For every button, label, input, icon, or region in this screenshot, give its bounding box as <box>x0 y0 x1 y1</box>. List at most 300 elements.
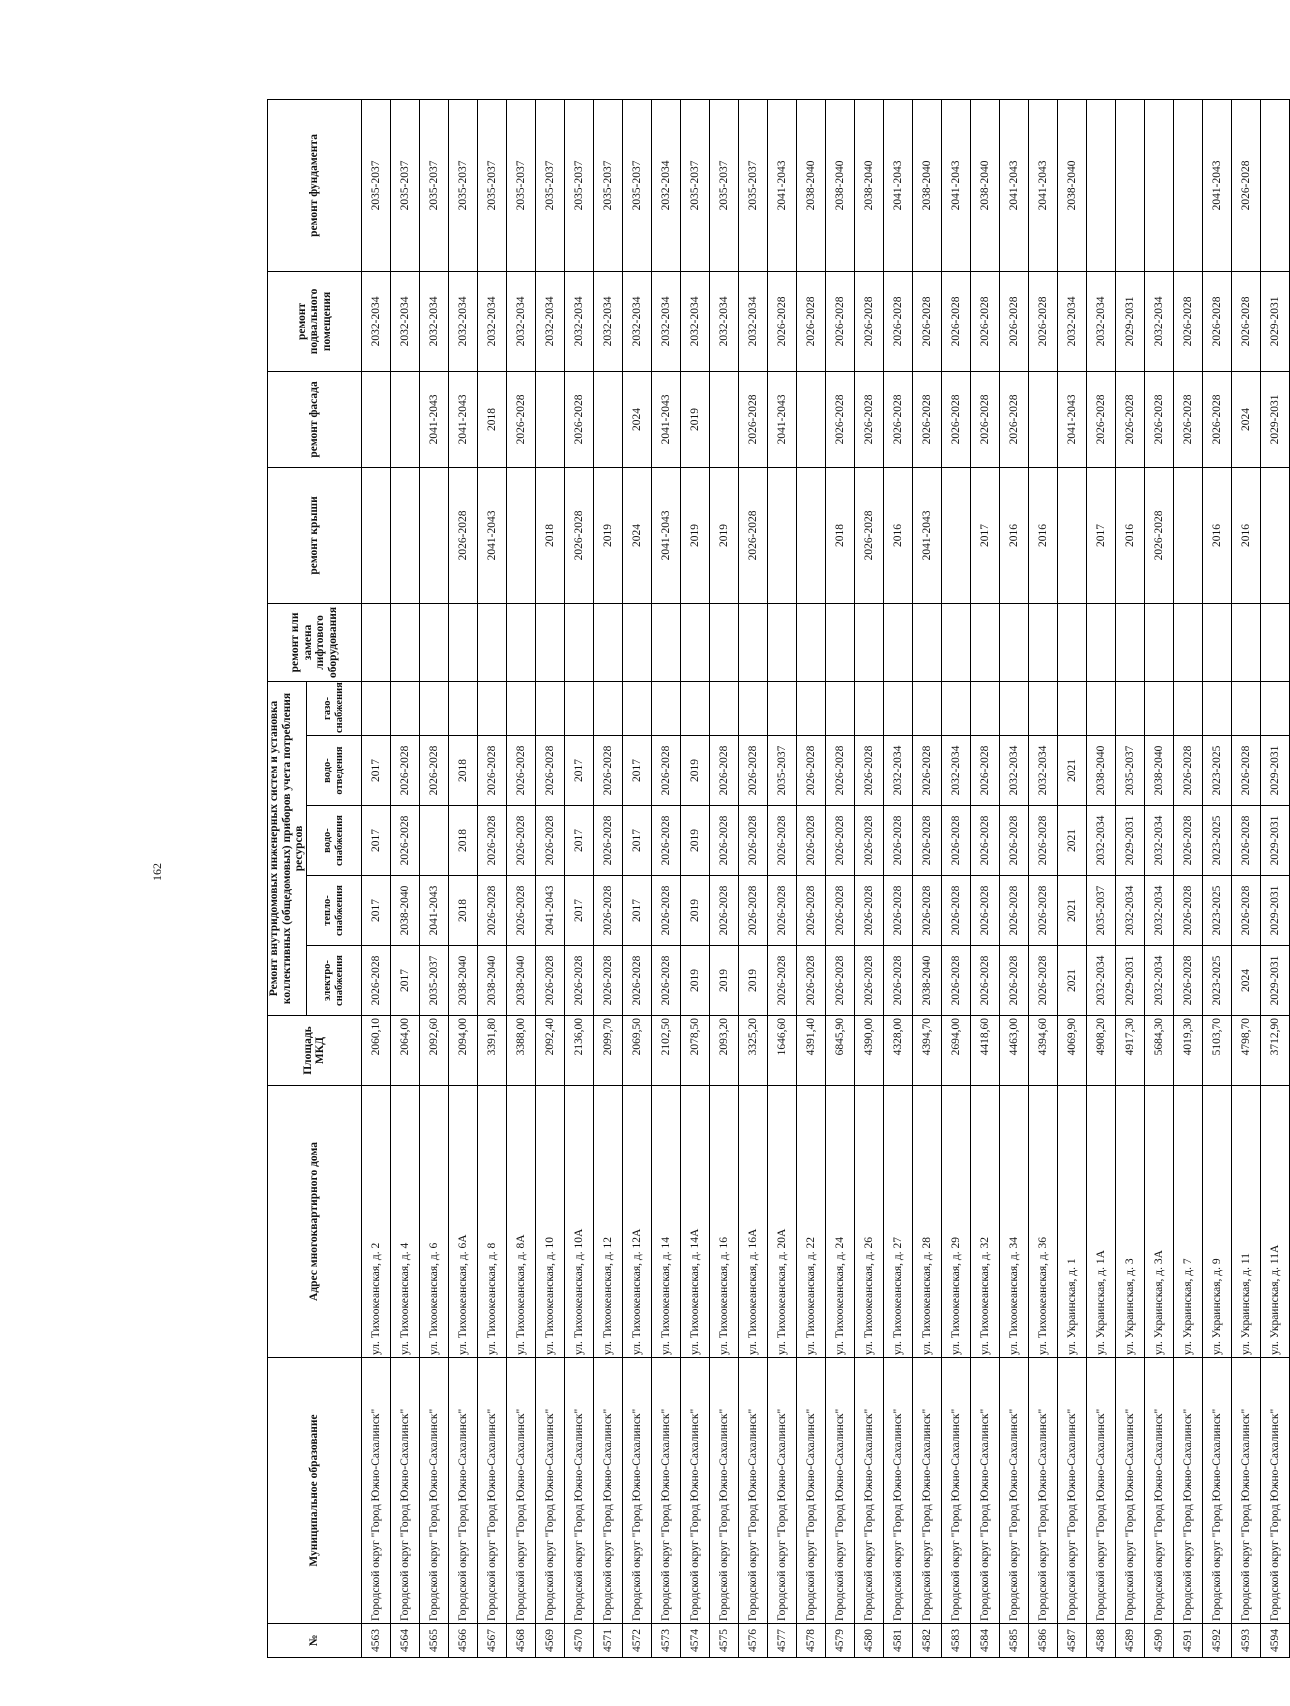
cell-heat: 2026-2028 <box>1231 876 1260 946</box>
cell-roof: 2041-2043 <box>912 467 941 603</box>
cell-water-supply: 2026-2028 <box>535 806 564 876</box>
cell-facade: 2026-2028 <box>912 371 941 467</box>
cell-address: ул. Тихоокеанская, д. 6 <box>419 1086 448 1358</box>
cell-electro: 2026-2028 <box>999 946 1028 1016</box>
cell-address: ул. Украинская, д. 3 <box>1115 1086 1144 1358</box>
cell-num: 4566 <box>448 1624 477 1658</box>
cell-roof <box>1173 467 1202 603</box>
cell-roof <box>941 467 970 603</box>
cell-municipality: Городской округ "Город Южно-Сахалинск" <box>593 1358 622 1624</box>
header-water-supply: водо-снабжения <box>306 806 361 876</box>
cell-basement: 2026-2028 <box>1028 271 1057 371</box>
cell-roof: 2016 <box>999 467 1028 603</box>
cell-water-supply: 2029-2031 <box>1260 806 1289 876</box>
table-row <box>564 99 593 1657</box>
cell-roof: 2026-2028 <box>1144 467 1173 603</box>
cell-water-drain: 2035-2037 <box>1115 736 1144 806</box>
cell-heat: 2032-2034 <box>1144 876 1173 946</box>
cell-municipality: Городской округ "Город Южно-Сахалинск" <box>999 1358 1028 1624</box>
table-row <box>1231 99 1260 1657</box>
cell-heat: 2021 <box>1057 876 1086 946</box>
cell-heat: 2032-2034 <box>1115 876 1144 946</box>
cell-area: 4463,00 <box>999 1016 1028 1086</box>
cell-municipality: Городской округ "Город Южно-Сахалинск" <box>709 1358 738 1624</box>
cell-electro: 2026-2028 <box>854 946 883 1016</box>
cell-basement: 2026-2028 <box>825 271 854 371</box>
cell-municipality: Городской округ "Город Южно-Сахалинск" <box>361 1358 390 1624</box>
cell-area: 2092,40 <box>535 1016 564 1086</box>
cell-elevator <box>1115 603 1144 681</box>
cell-municipality: Городской округ "Город Южно-Сахалинск" <box>1202 1358 1231 1624</box>
header-facade: ремонт фасада <box>268 371 362 467</box>
cell-municipality: Городской округ "Город Южно-Сахалинск" <box>1057 1358 1086 1624</box>
cell-address: ул. Украинская, д. 3А <box>1144 1086 1173 1358</box>
cell-num: 4573 <box>651 1624 680 1658</box>
cell-water-drain: 2029-2031 <box>1260 736 1289 806</box>
cell-num: 4568 <box>506 1624 535 1658</box>
cell-elevator <box>970 603 999 681</box>
cell-num: 4564 <box>390 1624 419 1658</box>
table-row <box>419 99 448 1657</box>
cell-foundation: 2038-2040 <box>970 99 999 271</box>
cell-address: ул. Тихоокеанская, д. 26 <box>854 1086 883 1358</box>
cell-gas <box>1202 681 1231 735</box>
cell-water-drain: 2026-2028 <box>912 736 941 806</box>
cell-num: 4590 <box>1144 1624 1173 1658</box>
cell-num: 4578 <box>796 1624 825 1658</box>
cell-elevator <box>361 603 390 681</box>
cell-foundation: 2032-2034 <box>651 99 680 271</box>
cell-elevator <box>709 603 738 681</box>
cell-electro: 2038-2040 <box>477 946 506 1016</box>
cell-area: 2094,00 <box>448 1016 477 1086</box>
cell-num: 4587 <box>1057 1624 1086 1658</box>
cell-gas <box>941 681 970 735</box>
cell-roof: 2026-2028 <box>564 467 593 603</box>
cell-water-drain: 2019 <box>680 736 709 806</box>
cell-elevator <box>854 603 883 681</box>
cell-num: 4577 <box>767 1624 796 1658</box>
cell-heat: 2026-2028 <box>506 876 535 946</box>
cell-facade: 2041-2043 <box>448 371 477 467</box>
cell-area: 2136,00 <box>564 1016 593 1086</box>
cell-roof: 2041-2043 <box>477 467 506 603</box>
cell-water-drain: 2026-2028 <box>419 736 448 806</box>
cell-municipality: Городской округ "Город Южно-Сахалинск" <box>1115 1358 1144 1624</box>
cell-municipality: Городской округ "Город Южно-Сахалинск" <box>1086 1358 1115 1624</box>
cell-elevator <box>564 603 593 681</box>
cell-roof <box>796 467 825 603</box>
cell-gas <box>419 681 448 735</box>
cell-facade: 2024 <box>1231 371 1260 467</box>
cell-num: 4569 <box>535 1624 564 1658</box>
cell-num: 4575 <box>709 1624 738 1658</box>
cell-area: 4798,70 <box>1231 1016 1260 1086</box>
cell-foundation: 2041-2043 <box>1028 99 1057 271</box>
cell-foundation: 2035-2037 <box>535 99 564 271</box>
cell-electro: 2024 <box>1231 946 1260 1016</box>
cell-electro: 2026-2028 <box>361 946 390 1016</box>
cell-roof <box>1057 467 1086 603</box>
cell-num: 4582 <box>912 1624 941 1658</box>
cell-area: 4908,20 <box>1086 1016 1115 1086</box>
cell-water-supply: 2026-2028 <box>709 806 738 876</box>
cell-num: 4567 <box>477 1624 506 1658</box>
cell-elevator <box>419 603 448 681</box>
cell-gas <box>1231 681 1260 735</box>
cell-municipality: Городской округ "Город Южно-Сахалинск" <box>1144 1358 1173 1624</box>
cell-roof: 2026-2028 <box>738 467 767 603</box>
cell-address: ул. Тихоокеанская, д. 32 <box>970 1086 999 1358</box>
cell-address: ул. Украинская, д. 11 <box>1231 1086 1260 1358</box>
cell-municipality: Городской округ "Город Южно-Сахалинск" <box>883 1358 912 1624</box>
cell-area: 4069,90 <box>1057 1016 1086 1086</box>
cell-facade <box>361 371 390 467</box>
header-basement: ремонт подвального помещения <box>268 271 362 371</box>
cell-water-drain: 2026-2028 <box>593 736 622 806</box>
cell-facade <box>1028 371 1057 467</box>
cell-water-supply: 2026-2028 <box>767 806 796 876</box>
cell-address: ул. Тихоокеанская, д. 8А <box>506 1086 535 1358</box>
cell-gas <box>1086 681 1115 735</box>
cell-num: 4572 <box>622 1624 651 1658</box>
cell-facade: 2019 <box>680 371 709 467</box>
cell-elevator <box>883 603 912 681</box>
cell-facade: 2026-2028 <box>999 371 1028 467</box>
cell-basement: 2026-2028 <box>854 271 883 371</box>
cell-heat: 2026-2028 <box>709 876 738 946</box>
cell-municipality: Городской округ "Город Южно-Сахалинск" <box>448 1358 477 1624</box>
cell-water-supply: 2026-2028 <box>506 806 535 876</box>
cell-heat: 2026-2028 <box>593 876 622 946</box>
cell-water-supply: 2026-2028 <box>477 806 506 876</box>
cell-address: ул. Тихоокеанская, д. 4 <box>390 1086 419 1358</box>
cell-gas <box>593 681 622 735</box>
cell-gas <box>709 681 738 735</box>
cell-water-drain: 2026-2028 <box>825 736 854 806</box>
cell-area: 4390,00 <box>854 1016 883 1086</box>
table-header <box>268 99 362 1657</box>
cell-water-supply: 2026-2028 <box>796 806 825 876</box>
cell-address: ул. Тихоокеанская, д. 34 <box>999 1086 1028 1358</box>
cell-area: 2092,60 <box>419 1016 448 1086</box>
header-num: № <box>268 1624 362 1658</box>
cell-electro: 2026-2028 <box>970 946 999 1016</box>
cell-municipality: Городской округ "Город Южно-Сахалинск" <box>1260 1358 1289 1624</box>
cell-num: 4579 <box>825 1624 854 1658</box>
cell-basement: 2032-2034 <box>448 271 477 371</box>
cell-roof: 2041-2043 <box>651 467 680 603</box>
cell-water-supply: 2019 <box>680 806 709 876</box>
table-row <box>883 99 912 1657</box>
cell-electro: 2026-2028 <box>564 946 593 1016</box>
table-row <box>767 99 796 1657</box>
cell-gas <box>854 681 883 735</box>
cell-address: ул. Тихоокеанская, д. 36 <box>1028 1086 1057 1358</box>
cell-heat: 2026-2028 <box>854 876 883 946</box>
table-row <box>709 99 738 1657</box>
cell-area: 1646,60 <box>767 1016 796 1086</box>
table-row <box>477 99 506 1657</box>
cell-basement: 2032-2034 <box>535 271 564 371</box>
cell-basement: 2029-2031 <box>1115 271 1144 371</box>
cell-roof <box>419 467 448 603</box>
cell-heat: 2026-2028 <box>970 876 999 946</box>
cell-elevator <box>1173 603 1202 681</box>
cell-area: 2694,00 <box>941 1016 970 1086</box>
cell-foundation: 2038-2040 <box>796 99 825 271</box>
cell-municipality: Городской округ "Город Южно-Сахалинск" <box>738 1358 767 1624</box>
cell-municipality: Городской округ "Город Южно-Сахалинск" <box>1028 1358 1057 1624</box>
cell-heat: 2017 <box>564 876 593 946</box>
table-row <box>1202 99 1231 1657</box>
cell-water-drain: 2018 <box>448 736 477 806</box>
cell-heat: 2026-2028 <box>1173 876 1202 946</box>
header-electro: электро-снабжения <box>306 946 361 1016</box>
cell-electro: 2032-2034 <box>1086 946 1115 1016</box>
cell-water-drain: 2038-2040 <box>1144 736 1173 806</box>
cell-num: 4580 <box>854 1624 883 1658</box>
cell-heat: 2026-2028 <box>912 876 941 946</box>
cell-foundation: 2038-2040 <box>825 99 854 271</box>
cell-address: ул. Тихоокеанская, д. 20А <box>767 1086 796 1358</box>
cell-heat: 2041-2043 <box>535 876 564 946</box>
cell-electro: 2026-2028 <box>796 946 825 1016</box>
cell-roof: 2018 <box>535 467 564 603</box>
cell-gas <box>477 681 506 735</box>
cell-address: ул. Тихоокеанская, д. 27 <box>883 1086 912 1358</box>
cell-heat: 2026-2028 <box>999 876 1028 946</box>
table-row <box>1086 99 1115 1657</box>
cell-roof: 2026-2028 <box>448 467 477 603</box>
table-row <box>1173 99 1202 1657</box>
cell-municipality: Городской округ "Город Южно-Сахалинск" <box>854 1358 883 1624</box>
header-address: Адрес многоквартирного дома <box>268 1086 362 1358</box>
cell-electro: 2026-2028 <box>883 946 912 1016</box>
cell-water-supply: 2017 <box>622 806 651 876</box>
cell-water-supply: 2029-2031 <box>1115 806 1144 876</box>
cell-foundation: 2041-2043 <box>999 99 1028 271</box>
cell-num: 4586 <box>1028 1624 1057 1658</box>
cell-foundation: 2035-2037 <box>709 99 738 271</box>
cell-roof <box>1260 467 1289 603</box>
cell-facade: 2041-2043 <box>767 371 796 467</box>
header-area: Площадь МКД <box>268 1016 362 1086</box>
cell-heat: 2026-2028 <box>767 876 796 946</box>
cell-heat: 2026-2028 <box>796 876 825 946</box>
cell-gas <box>999 681 1028 735</box>
table-row <box>796 99 825 1657</box>
cell-elevator <box>825 603 854 681</box>
cell-water-drain: 2026-2028 <box>535 736 564 806</box>
cell-facade: 2026-2028 <box>1173 371 1202 467</box>
cell-gas <box>1057 681 1086 735</box>
table-row <box>999 99 1028 1657</box>
cell-gas <box>535 681 564 735</box>
cell-area: 3325,20 <box>738 1016 767 1086</box>
cell-foundation: 2035-2037 <box>622 99 651 271</box>
cell-water-drain: 2035-2037 <box>767 736 796 806</box>
cell-address: ул. Тихоокеанская, д. 12А <box>622 1086 651 1358</box>
table-row <box>390 99 419 1657</box>
cell-water-supply: 2026-2028 <box>883 806 912 876</box>
cell-area: 4418,60 <box>970 1016 999 1086</box>
cell-num: 4563 <box>361 1624 390 1658</box>
cell-address: ул. Тихоокеанская, д. 16А <box>738 1086 767 1358</box>
cell-gas <box>912 681 941 735</box>
cell-elevator <box>1028 603 1057 681</box>
cell-facade: 2041-2043 <box>1057 371 1086 467</box>
cell-water-supply: 2026-2028 <box>912 806 941 876</box>
cell-elevator <box>1260 603 1289 681</box>
cell-electro: 2026-2028 <box>622 946 651 1016</box>
cell-water-supply: 2017 <box>564 806 593 876</box>
cell-elevator <box>1202 603 1231 681</box>
cell-gas <box>1260 681 1289 735</box>
cell-area: 4328,00 <box>883 1016 912 1086</box>
cell-electro: 2029-2031 <box>1260 946 1289 1016</box>
cell-facade: 2026-2028 <box>825 371 854 467</box>
cell-water-drain: 2026-2028 <box>738 736 767 806</box>
cell-facade: 2026-2028 <box>854 371 883 467</box>
cell-num: 4584 <box>970 1624 999 1658</box>
cell-municipality: Городской округ "Город Южно-Сахалинск" <box>767 1358 796 1624</box>
table-row <box>1144 99 1173 1657</box>
cell-basement: 2032-2034 <box>680 271 709 371</box>
cell-roof <box>390 467 419 603</box>
cell-gas <box>448 681 477 735</box>
table-row <box>1260 99 1289 1657</box>
cell-area: 2093,20 <box>709 1016 738 1086</box>
cell-basement: 2032-2034 <box>1086 271 1115 371</box>
cell-facade <box>390 371 419 467</box>
cell-water-drain: 2026-2028 <box>796 736 825 806</box>
cell-basement: 2026-2028 <box>883 271 912 371</box>
cell-water-supply: 2032-2034 <box>1144 806 1173 876</box>
cell-num: 4574 <box>680 1624 709 1658</box>
cell-water-drain: 2017 <box>361 736 390 806</box>
cell-address: ул. Украинская, д. 7 <box>1173 1086 1202 1358</box>
cell-municipality: Городской округ "Город Южно-Сахалинск" <box>506 1358 535 1624</box>
cell-heat: 2019 <box>680 876 709 946</box>
cell-roof: 2016 <box>1115 467 1144 603</box>
cell-water-drain: 2032-2034 <box>941 736 970 806</box>
table-row <box>506 99 535 1657</box>
cell-water-drain: 2026-2028 <box>1231 736 1260 806</box>
cell-municipality: Городской округ "Город Южно-Сахалинск" <box>477 1358 506 1624</box>
cell-foundation: 2026-2028 <box>1231 99 1260 271</box>
cell-elevator <box>535 603 564 681</box>
cell-water-drain: 2026-2028 <box>651 736 680 806</box>
cell-basement: 2026-2028 <box>912 271 941 371</box>
cell-water-drain: 2032-2034 <box>999 736 1028 806</box>
table-row <box>1028 99 1057 1657</box>
cell-foundation: 2035-2037 <box>419 99 448 271</box>
cell-facade: 2026-2028 <box>506 371 535 467</box>
cell-basement: 2026-2028 <box>970 271 999 371</box>
cell-municipality: Городской округ "Город Южно-Сахалинск" <box>912 1358 941 1624</box>
cell-facade: 2029-2031 <box>1260 371 1289 467</box>
cell-basement: 2032-2034 <box>564 271 593 371</box>
cell-water-drain: 2026-2028 <box>477 736 506 806</box>
cell-facade <box>796 371 825 467</box>
cell-foundation: 2038-2040 <box>1057 99 1086 271</box>
cell-gas <box>883 681 912 735</box>
cell-foundation: 2041-2043 <box>1202 99 1231 271</box>
cell-water-drain: 2032-2034 <box>1028 736 1057 806</box>
cell-water-supply: 2026-2028 <box>390 806 419 876</box>
cell-municipality: Городской округ "Город Южно-Сахалинск" <box>651 1358 680 1624</box>
cell-address: ул. Тихоокеанская, д. 29 <box>941 1086 970 1358</box>
table-row <box>854 99 883 1657</box>
cell-facade: 2026-2028 <box>738 371 767 467</box>
cell-facade <box>593 371 622 467</box>
cell-electro: 2019 <box>709 946 738 1016</box>
cell-num: 4565 <box>419 1624 448 1658</box>
cell-foundation: 2035-2037 <box>738 99 767 271</box>
cell-water-supply: 2026-2028 <box>738 806 767 876</box>
header-heat: тепло-снабжения <box>306 876 361 946</box>
cell-basement: 2032-2034 <box>738 271 767 371</box>
cell-water-supply: 2021 <box>1057 806 1086 876</box>
cell-area: 2064,00 <box>390 1016 419 1086</box>
table-row <box>651 99 680 1657</box>
cell-municipality: Городской округ "Город Южно-Сахалинск" <box>680 1358 709 1624</box>
cell-water-supply: 2023-2025 <box>1202 806 1231 876</box>
cell-address: ул. Тихоокеанская, д. 10 <box>535 1086 564 1358</box>
cell-elevator <box>941 603 970 681</box>
cell-elevator <box>1057 603 1086 681</box>
cell-area: 4391,40 <box>796 1016 825 1086</box>
cell-water-drain: 2023-2025 <box>1202 736 1231 806</box>
cell-address: ул. Украинская, д. 9 <box>1202 1086 1231 1358</box>
cell-water-supply: 2017 <box>361 806 390 876</box>
cell-heat: 2026-2028 <box>1028 876 1057 946</box>
cell-water-supply: 2026-2028 <box>1028 806 1057 876</box>
cell-water-supply: 2026-2028 <box>941 806 970 876</box>
cell-foundation: 2035-2037 <box>361 99 390 271</box>
cell-heat: 2017 <box>622 876 651 946</box>
cell-area: 2069,50 <box>622 1016 651 1086</box>
cell-electro: 2026-2028 <box>535 946 564 1016</box>
cell-municipality: Городской округ "Город Южно-Сахалинск" <box>535 1358 564 1624</box>
cell-gas <box>361 681 390 735</box>
cell-electro: 2019 <box>680 946 709 1016</box>
cell-foundation: 2035-2037 <box>390 99 419 271</box>
table-row <box>448 99 477 1657</box>
cell-water-drain: 2026-2028 <box>854 736 883 806</box>
cell-electro: 2032-2034 <box>1144 946 1173 1016</box>
cell-facade <box>709 371 738 467</box>
cell-water-supply: 2026-2028 <box>854 806 883 876</box>
cell-basement: 2032-2034 <box>651 271 680 371</box>
cell-facade: 2024 <box>622 371 651 467</box>
cell-address: ул. Тихоокеанская, д. 24 <box>825 1086 854 1358</box>
cell-elevator <box>622 603 651 681</box>
cell-area: 5684,30 <box>1144 1016 1173 1086</box>
cell-address: ул. Тихоокеанская, д. 8 <box>477 1086 506 1358</box>
rotated-page <box>267 100 1287 1658</box>
cell-elevator <box>767 603 796 681</box>
page-number: 162 <box>150 863 164 881</box>
cell-num: 4594 <box>1260 1624 1289 1658</box>
cell-heat: 2026-2028 <box>883 876 912 946</box>
cell-area: 6845,90 <box>825 1016 854 1086</box>
cell-gas <box>390 681 419 735</box>
cell-gas <box>1115 681 1144 735</box>
cell-area: 2078,50 <box>680 1016 709 1086</box>
cell-municipality: Городской округ "Город Южно-Сахалинск" <box>1231 1358 1260 1624</box>
